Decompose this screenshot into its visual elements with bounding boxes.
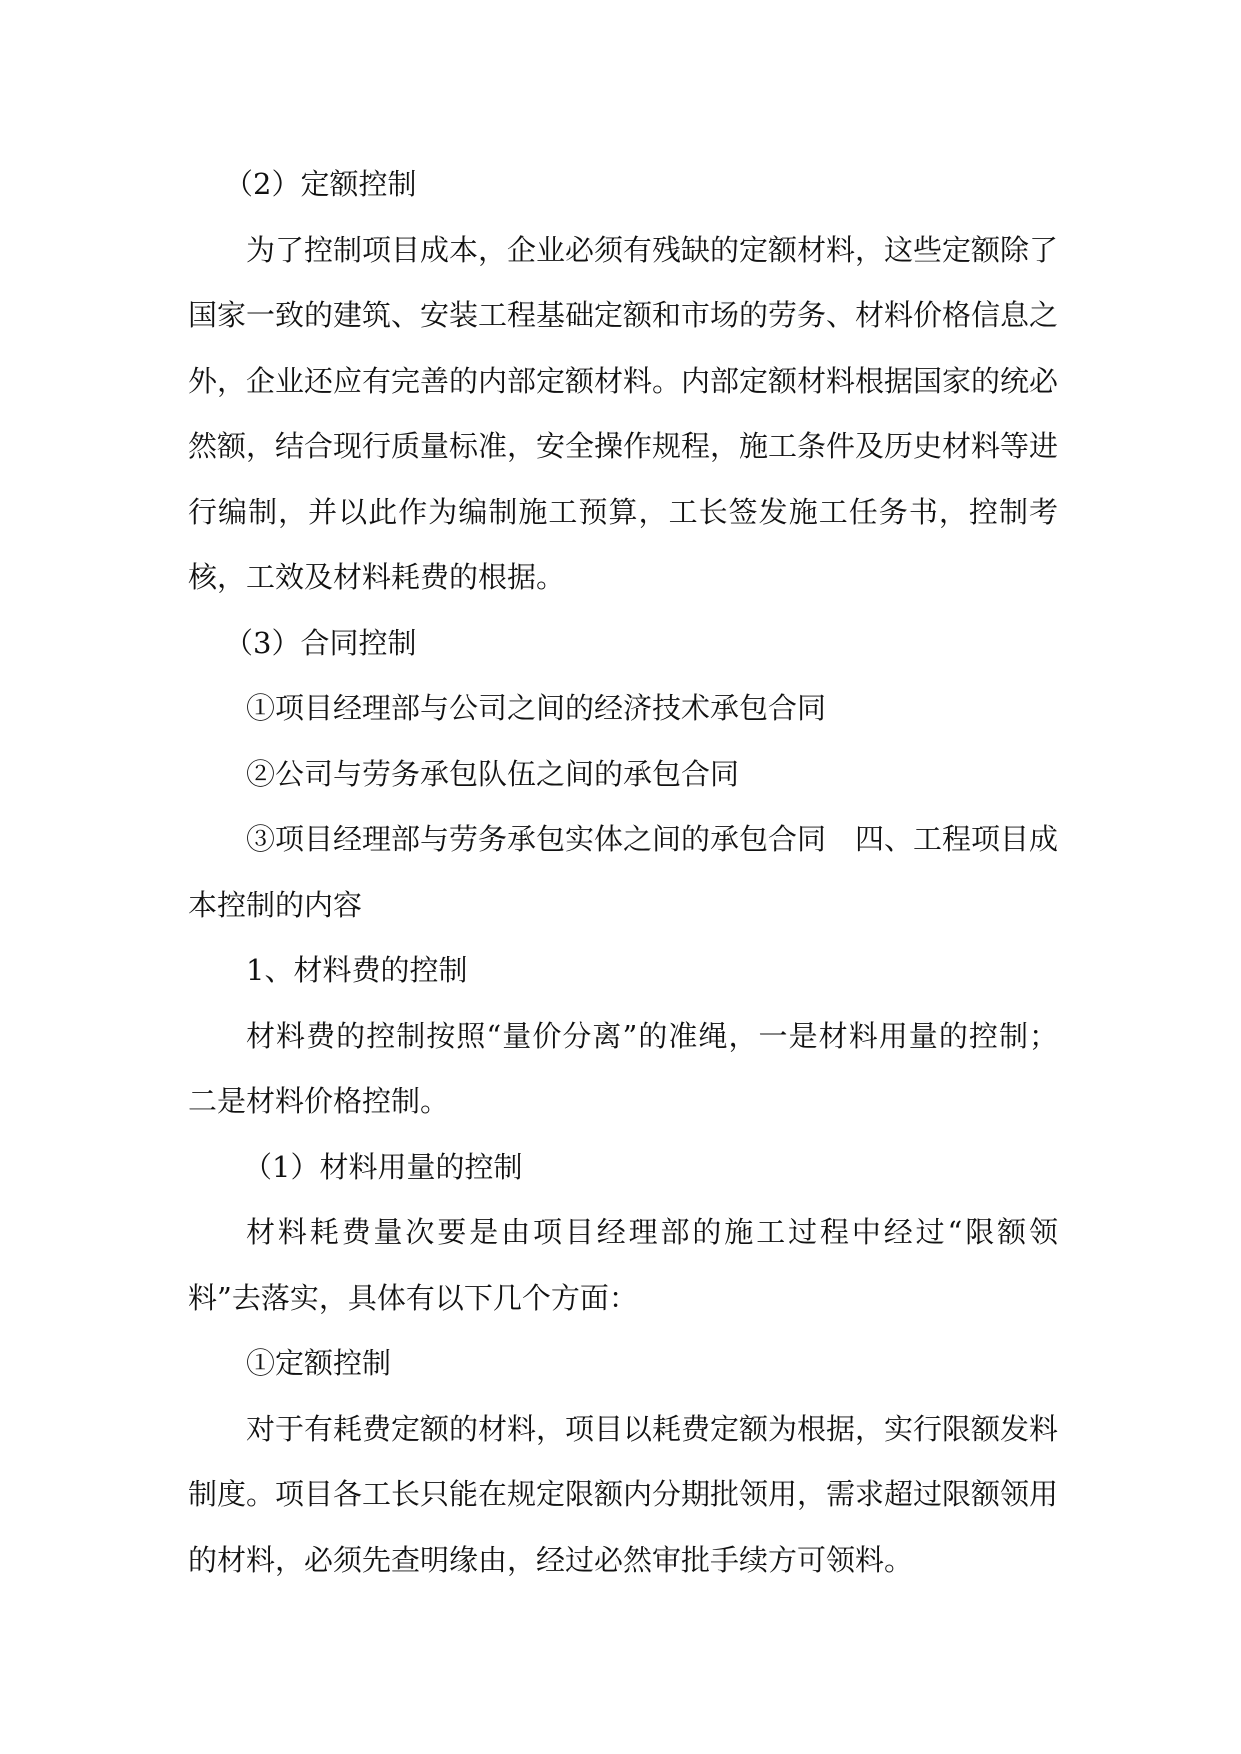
section-heading-quota-control: （2）定额控制	[224, 167, 417, 201]
section-heading-material-cost: 1、材料费的控制	[246, 953, 468, 987]
paragraph-quota-materials: 为了控制项目成本，企业必须有残缺的定额材料，这些定额除了国家一致的建筑、安装工程基础定额和市场的劳务、材料价格信息之外，企业还应有完善的内部定额材料。内部定额材料根据国家的统必然额，结合现行质量标准，安全操作规程，施工条件及历史材料等进行编制，并以此作为编制施工预算，工长签发施工任务书，控制考核，工效及材料耗费的根据。	[188, 232, 1059, 594]
paragraph-material-usage: 材料耗费量次要是由项目经理部的施工过程中经过“限额领料”去落实，具体有以下几个方面：	[188, 1215, 1058, 1315]
section-heading-material-usage: （1）材料用量的控制	[243, 1149, 523, 1184]
list-item-contract-2: ②公司与劳务承包队伍之间的承包合同	[246, 756, 740, 791]
list-item-quota-control: ①定额控制	[246, 1346, 392, 1380]
list-item-contract-1: ①项目经理部与公司之间的经济技术承包合同	[246, 691, 827, 725]
paragraph-quota-limit: 对于有耗费定额的材料，项目以耗费定额为根据，实行限额发料制度。项目各工长只能在规定限额内分期批领用，需求超过限额领用的材料，必须先查明缘由，经过必然审批手续方可领料。	[188, 1411, 1059, 1577]
list-item-contract-3: ③项目经理部与劳务承包实体之间的承包合同 四、工程项目成本控制的内容	[188, 822, 1059, 922]
paragraph-material-cost: 材料费的控制按照“量价分离”的准绳，一是材料用量的控制；二是材料价格控制。	[188, 1018, 1058, 1118]
document-body	[188, 152, 1058, 1593]
section-heading-contract-control: （3）合同控制	[224, 625, 417, 660]
